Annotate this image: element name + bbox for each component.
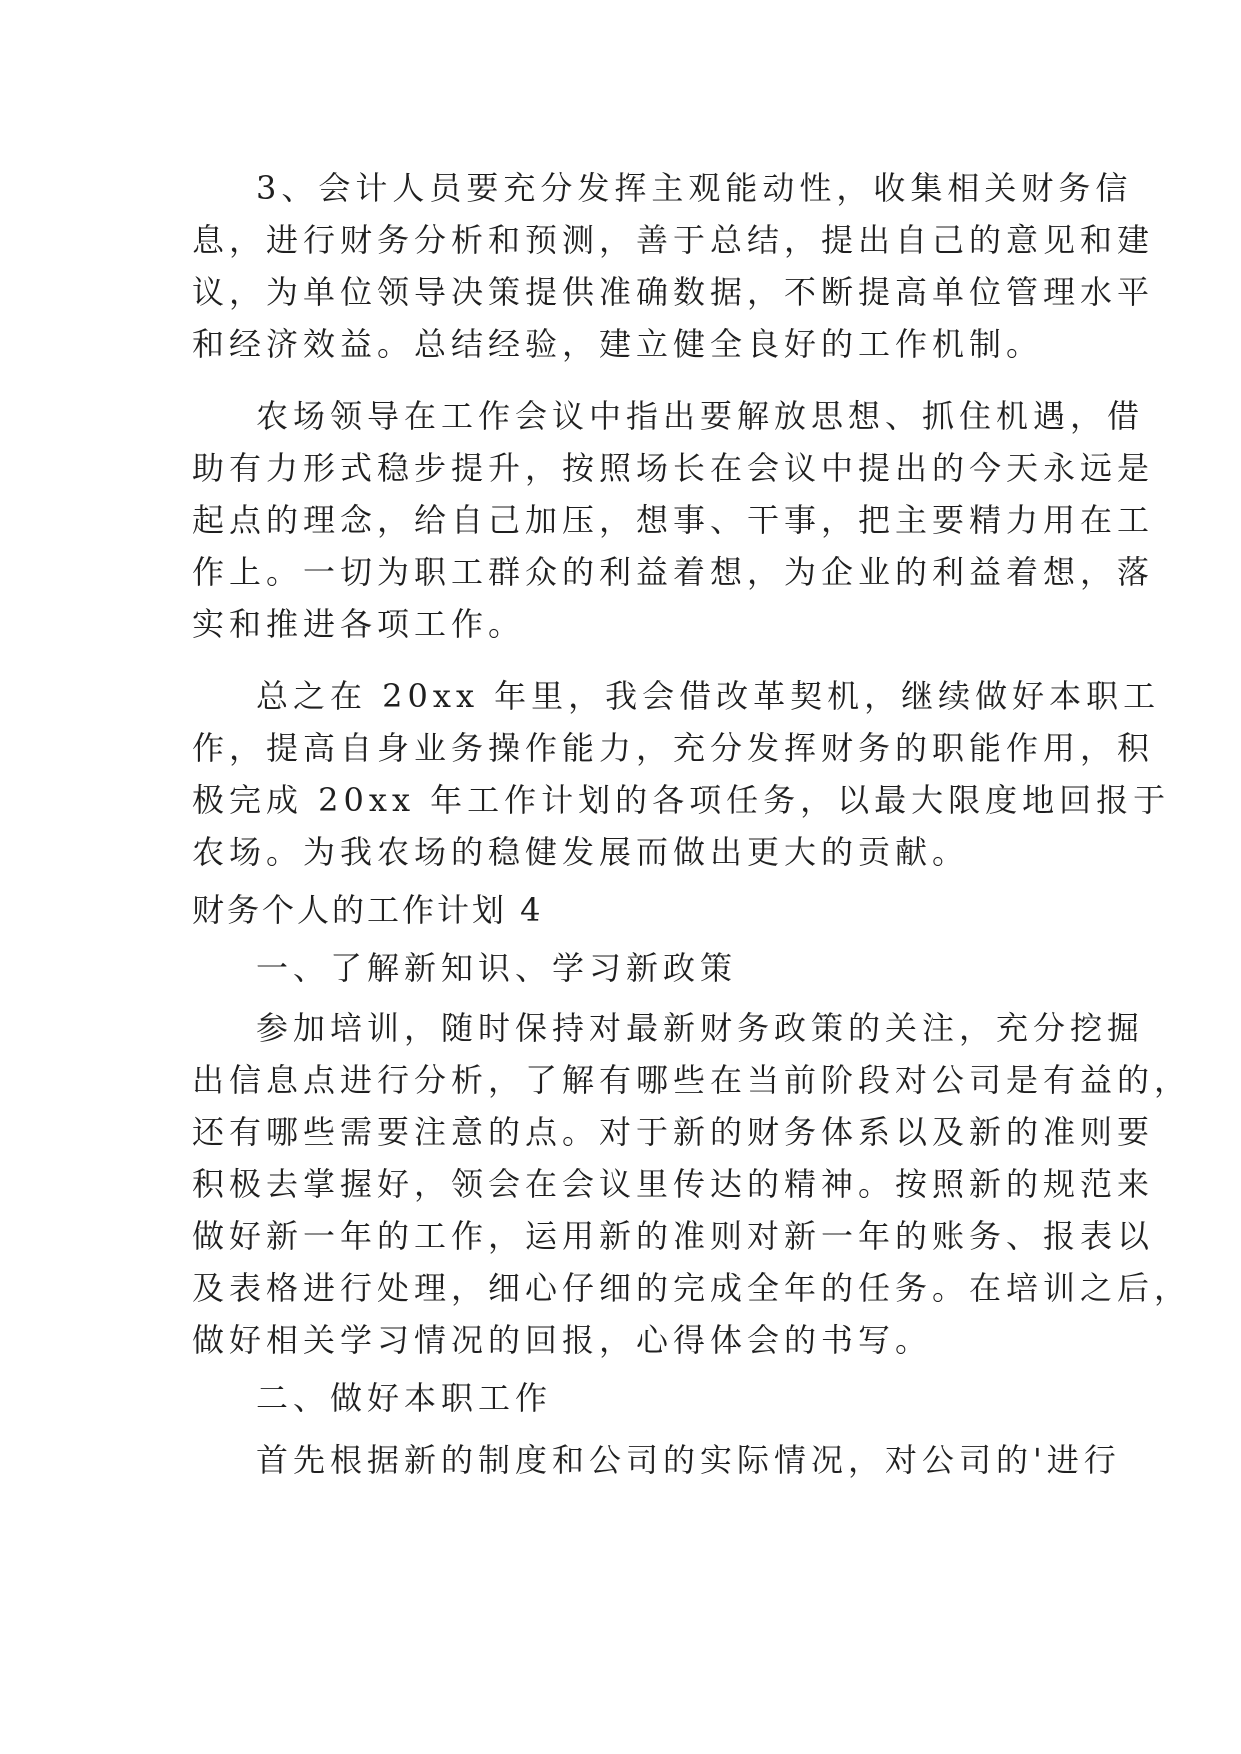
subheading-2: 二、做好本职工作 (256, 1379, 553, 1417)
paragraph-1-line-2: 息，进行财务分析和预测，善于总结，提出自己的意见和建 (192, 221, 1155, 259)
paragraph-3-line-1: 总之在 20xx 年里，我会借改革契机，继续做好本职工 (256, 677, 1161, 715)
subheading-1: 一、了解新知识、学习新政策 (256, 949, 738, 987)
paragraph-3-line-2: 作，提高自身业务操作能力，充分发挥财务的职能作用，积 (192, 729, 1155, 767)
paragraph-4-line-5: 做好新一年的工作，运用新的准则对新一年的账务、报表以 (192, 1217, 1155, 1255)
paragraph-5-line-1: 首先根据新的制度和公司的实际情况，对公司的'进行 (256, 1441, 1121, 1479)
paragraph-4-line-1: 参加培训，随时保持对最新财务政策的关注，充分挖掘 (256, 1009, 1145, 1047)
paragraph-3-line-4: 农场。为我农场的稳健发展而做出更大的贡献。 (192, 833, 970, 871)
paragraph-1-line-1: 3、会计人员要充分发挥主观能动性，收集相关财务信 (256, 169, 1133, 207)
paragraph-4-line-3: 还有哪些需要注意的点。对于新的财务体系以及新的准则要 (192, 1113, 1155, 1151)
paragraph-2-line-5: 实和推进各项工作。 (192, 605, 526, 643)
paragraph-2-line-1: 农场领导在工作会议中指出要解放思想、抓住机遇，借 (256, 397, 1145, 435)
paragraph-1-line-4: 和经济效益。总结经验，建立健全良好的工作机制。 (192, 325, 1044, 363)
paragraph-2-line-3: 起点的理念，给自己加压，想事、干事，把主要精力用在工 (192, 501, 1155, 539)
paragraph-1-line-3: 议，为单位领导决策提供准确数据，不断提高单位管理水平 (192, 273, 1155, 311)
paragraph-4-line-6: 及表格进行处理，细心仔细的完成全年的任务。在培训之后， (192, 1269, 1192, 1307)
section-title: 财务个人的工作计划 4 (192, 891, 544, 929)
paragraph-4-line-2: 出信息点进行分析，了解有哪些在当前阶段对公司是有益的， (192, 1061, 1192, 1099)
paragraph-4-line-4: 积极去掌握好，领会在会议里传达的精神。按照新的规范来 (192, 1165, 1155, 1203)
paragraph-3-line-3: 极完成 20xx 年工作计划的各项任务，以最大限度地回报于 (192, 781, 1171, 819)
paragraph-2-line-4: 作上。一切为职工群众的利益着想，为企业的利益着想，落 (192, 553, 1155, 591)
paragraph-2-line-2: 助有力形式稳步提升，按照场长在会议中提出的今天永远是 (192, 449, 1155, 487)
paragraph-4-line-7: 做好相关学习情况的回报，心得体会的书写。 (192, 1321, 933, 1359)
